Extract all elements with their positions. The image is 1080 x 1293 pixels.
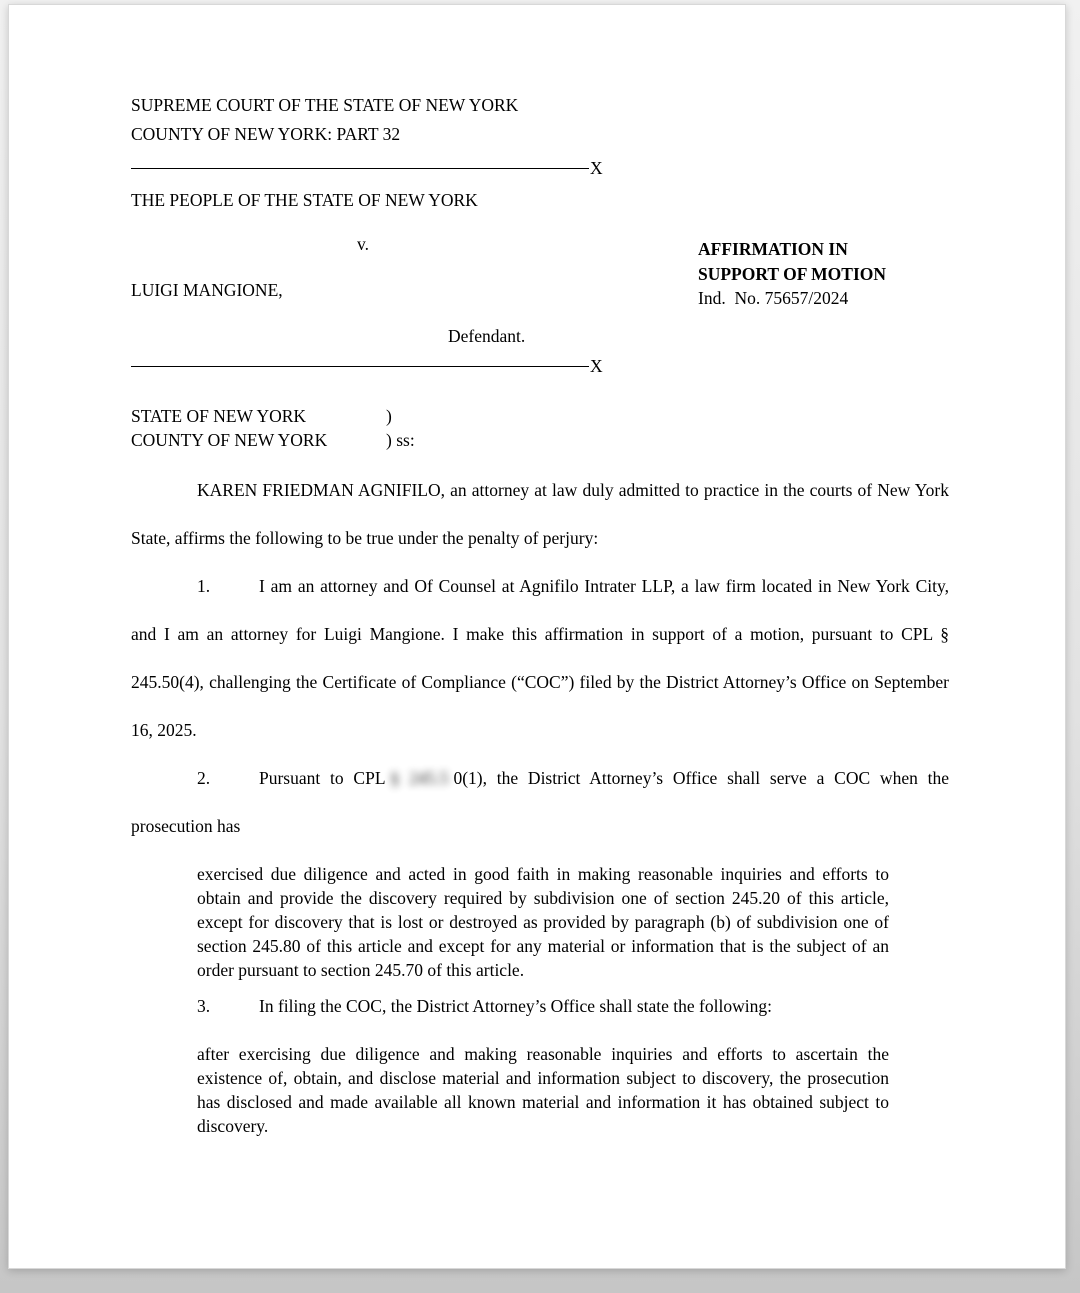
- paragraph-3-number: 3.: [197, 996, 211, 1016]
- venue-state-paren: ): [386, 406, 392, 426]
- caption-divider-x: X: [590, 157, 603, 178]
- document-content: [9, 5, 1065, 1138]
- venue-state: STATE OF NEW YORK: [131, 406, 307, 426]
- caption-divider-top: [131, 158, 949, 178]
- defendant-name: LUIGI MANGIONE,: [131, 280, 283, 300]
- venue-county: COUNTY OF NEW YORK: [131, 430, 328, 450]
- paragraph-3: [131, 982, 949, 1030]
- document-page: [8, 4, 1066, 1269]
- case-caption: [131, 190, 949, 347]
- court-county-part: COUNTY OF NEW YORK: PART 32: [131, 124, 401, 144]
- caption-divider-x: X: [590, 355, 603, 376]
- caption-divider-rule: [131, 168, 589, 169]
- paragraph-1-text: I am an attorney and Of Counsel at Agnifilo Intrater LLP, a law firm located in New York City, and I am an attorney for Luigi Mangione. I make this affirmation in support of a motion, pursuant to CPL § 245.50(4), challenging the Certificate of Compliance (“COC”) filed by the District Attorney’s Office on September 16, 2025.: [131, 576, 949, 740]
- paragraph-3-text: In filing the COC, the District Attorney’s Office shall state the following:: [259, 996, 772, 1016]
- statute-blockquote-1: exercised due diligence and acted in good faith in making reasonable inquiries and efforts to obtain and provide the discovery required by subdivision one of section 245.20 of this article, except for discovery that is lost or destroyed as provided by paragraph (b) of subdivision one of section 245.80 of this article and except for any material or information that is the subject of an order pursuant to section 245.70 of this article.: [197, 864, 889, 980]
- indictment-number: Ind. No. 75657/2024: [698, 288, 849, 308]
- venue-county-paren: ) ss:: [386, 430, 415, 450]
- intro-paragraph: [131, 466, 949, 562]
- court-name: SUPREME COURT OF THE STATE OF NEW YORK: [131, 95, 519, 115]
- affirmation-body: [131, 466, 949, 1138]
- paragraph-1-number: 1.: [197, 576, 211, 596]
- document-title-line2: SUPPORT OF MOTION: [698, 263, 887, 284]
- venue-county-line: [131, 428, 949, 452]
- intro-text: KAREN FRIEDMAN AGNIFILO, an attorney at law duly admitted to practice in the courts of New York State, affirms the following to be true under the penalty of perjury:: [131, 480, 949, 548]
- plaintiff-name: THE PEOPLE OF THE STATE OF NEW YORK: [131, 190, 478, 210]
- caption-divider-rule: [131, 366, 589, 367]
- venue-block: [131, 404, 949, 452]
- paragraph-2: [131, 754, 949, 850]
- paragraph-2-text-post: 0(1), the District Attorney’s Office shall serve a COC when the prosecution has: [131, 768, 949, 836]
- caption-right-block: [698, 237, 948, 311]
- court-heading: [131, 91, 949, 149]
- defendant-label: Defendant.: [448, 326, 526, 346]
- paragraph-1: [131, 562, 949, 754]
- paragraph-2-number: 2.: [197, 768, 211, 788]
- statute-blockquote-2: after exercising due diligence and making reasonable inquiries and efforts to ascertain the existence of, obtain, and disclose material and information subject to discovery, the prosecution has disclosed and made available all known material and information it has obtained subject to discovery.: [197, 1044, 889, 1136]
- redacted-text: § 245.5: [390, 768, 449, 788]
- document-title-line1: AFFIRMATION IN: [698, 239, 848, 259]
- venue-state-line: [131, 404, 949, 428]
- versus-label: v.: [357, 234, 369, 254]
- paragraph-2-text-pre: Pursuant to CPL: [259, 768, 386, 788]
- caption-divider-bottom: [131, 356, 949, 376]
